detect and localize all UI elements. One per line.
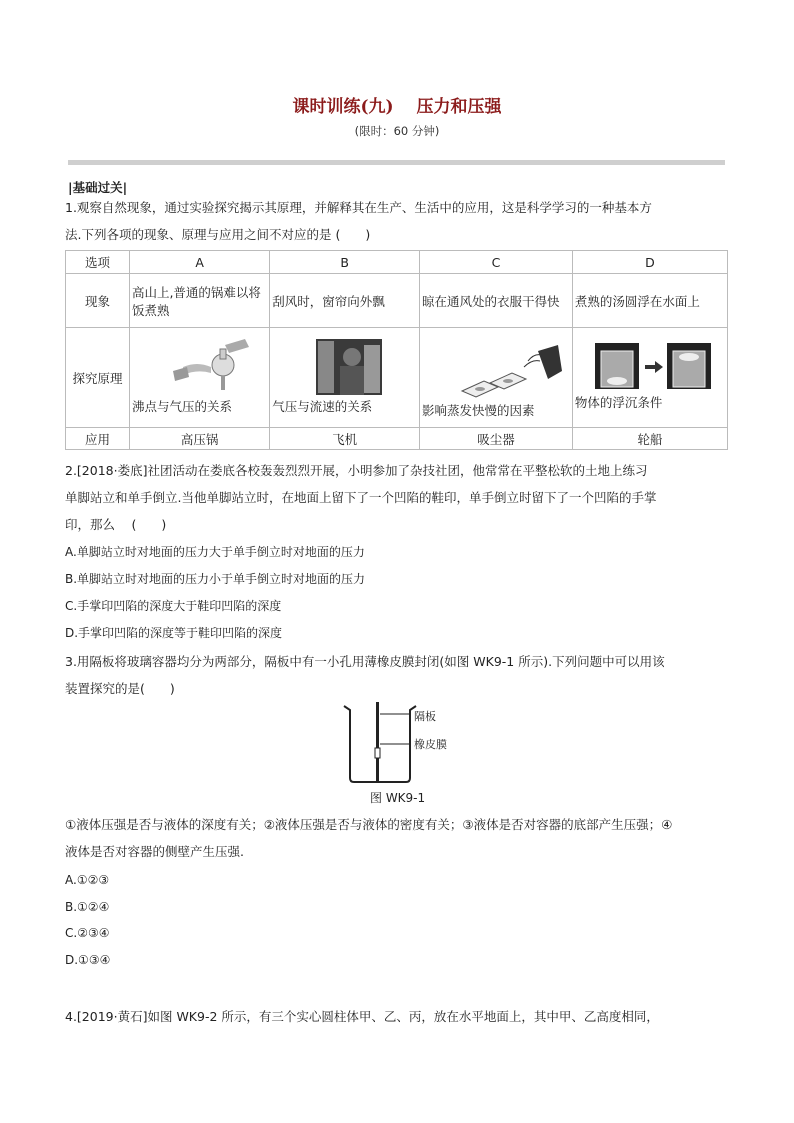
- q4-stem: [65, 1003, 730, 1030]
- divider: [68, 160, 725, 165]
- q2-option-a[interactable]: A.单脚站立时对地面的压力大于单手倒立时对地面的压力: [65, 545, 365, 559]
- table-header-cell: A: [129, 251, 269, 274]
- q2-stem: [65, 457, 730, 538]
- table-cell: 煮熟的汤圆浮在水面上: [572, 274, 727, 328]
- table-cell: [572, 328, 727, 428]
- page-title: 课时训练(九) 压力和压强: [292, 97, 502, 117]
- table-cell-text: 物体的浮沉条件: [574, 395, 663, 410]
- table-cell: 晾在通风处的衣服干得快: [420, 274, 573, 328]
- q2-stem-line1: 2.[2018·娄底]社团活动在娄底各校轰轰烈烈开展，小明参加了杂技社团，他常常在平整松软的土地上练习: [65, 463, 648, 478]
- q3-option-b[interactable]: B.①②④: [65, 900, 110, 914]
- table-row: [66, 274, 728, 328]
- q3-option-d[interactable]: D.①③④: [65, 953, 111, 967]
- table-row: [66, 328, 728, 428]
- table-row-label: 现象: [66, 274, 130, 328]
- q3-stem-line2: 装置探究的是( ): [65, 681, 175, 696]
- table-row: [66, 251, 728, 274]
- section-heading: |基础过关|: [68, 180, 128, 195]
- table-cell: [420, 328, 573, 428]
- q3-items-line1: ①液体压强是否与液体的深度有关；②液体压强是否与液体的密度有关；③液体是否对容器的底部产生压强；④: [65, 817, 673, 832]
- table-row-label: 应用: [66, 428, 130, 450]
- table-cell-text: 影响蒸发快慢的因素: [422, 403, 535, 418]
- q1-stem: [65, 194, 730, 248]
- table-header-cell: B: [270, 251, 420, 274]
- table-cell: 高山上,普通的锅难以将饭煮熟: [129, 274, 269, 328]
- label-membrane: 橡皮膜: [414, 738, 447, 751]
- q2-stem-line3: 印，那么 ( ): [65, 517, 167, 532]
- table-cell-text: 气压与流速的关系: [272, 399, 373, 414]
- table-cell: 轮船: [572, 428, 727, 450]
- figure-caption: 图 WK9-1: [370, 791, 426, 805]
- table-cell-text: 沸点与气压的关系: [131, 399, 232, 414]
- table-cell: 飞机: [270, 428, 420, 450]
- q1-stem-line1: 1.观察自然现象，通过实验探究揭示其原理，并解释其在生产、生活中的应用，这是科学学习的一种基本方: [65, 200, 652, 215]
- table-row-label: 探究原理: [66, 328, 130, 428]
- q2-option-c[interactable]: C.手掌印凹陷的深度大于鞋印凹陷的深度: [65, 599, 282, 613]
- time-limit: (限时：60 分钟): [354, 124, 440, 138]
- floating-dumplings-photo: [595, 343, 711, 391]
- table-row: [66, 428, 728, 450]
- table-cell: [129, 328, 269, 428]
- label-partition: 隔板: [414, 710, 436, 723]
- table-cell: 刮风时，窗帘向外飘: [270, 274, 420, 328]
- table-header-cell: 选项: [66, 251, 130, 274]
- q1-table: [65, 250, 728, 450]
- q2-option-d[interactable]: D.手掌印凹陷的深度等于鞋印凹陷的深度: [65, 626, 283, 640]
- q2-option-b[interactable]: B.单脚站立时对地面的压力小于单手倒立时对地面的压力: [65, 572, 366, 586]
- q3-option-a[interactable]: A.①②③: [65, 873, 110, 887]
- q4-stem-line1: 4.[2019·黄石]如图 WK9-2 所示，有三个实心圆柱体甲、乙、丙，放在水平地面上，其中甲、乙高度相同，: [65, 1009, 659, 1024]
- q2-stem-line2: 单脚站立和单手倒立.当他单脚站立时，在地面上留下了一个凹陷的鞋印，单手倒立时留下了一个凹陷的手掌: [65, 490, 657, 505]
- table-header-cell: C: [420, 251, 573, 274]
- q3-stem-line1: 3.用隔板将玻璃容器均分为两部分，隔板中有一小孔用薄橡皮膜封闭(如图 WK9-1 所示).下列问题中可以用该: [65, 654, 665, 669]
- table-header-cell: D: [572, 251, 727, 274]
- q3-stem: [65, 648, 730, 702]
- person-curtain-photo: [316, 339, 382, 395]
- q1-stem-line2: 法.下列各项的现象、原理与应用之间不对应的是 ( ): [65, 227, 371, 242]
- flask-heating-image: [145, 337, 255, 395]
- table-cell: 高压锅: [129, 428, 269, 450]
- table-cell: [270, 328, 420, 428]
- q3-items-line2: 液体是否对容器的侧壁产生压强.: [65, 844, 244, 859]
- q3-items: [65, 811, 730, 865]
- table-cell: 吸尘器: [420, 428, 573, 450]
- q3-option-c[interactable]: C.②③④: [65, 926, 110, 940]
- evaporation-experiment-image: [458, 341, 568, 399]
